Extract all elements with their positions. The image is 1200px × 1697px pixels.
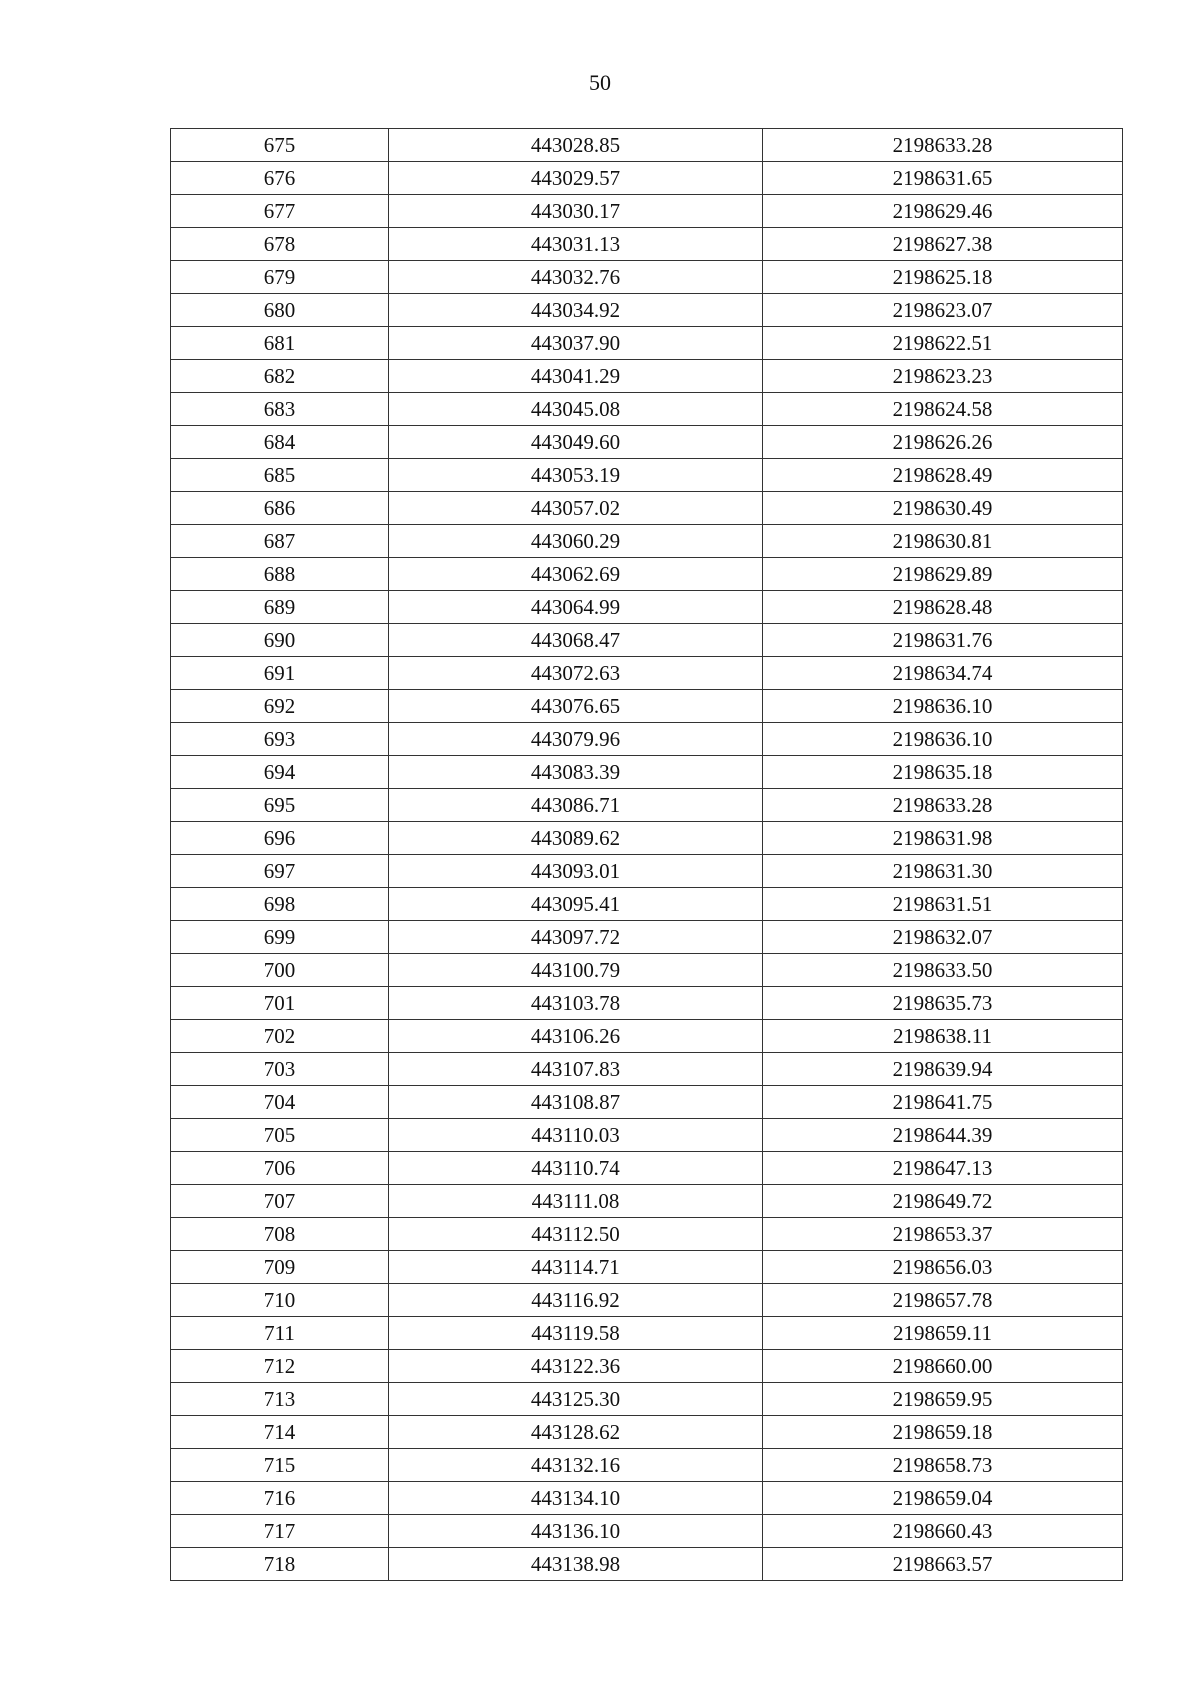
table-row — [171, 1416, 1123, 1449]
table-row — [171, 921, 1123, 954]
point-number-cell: 706 — [171, 1152, 389, 1185]
point-number-cell: 689 — [171, 591, 389, 624]
point-number-cell: 683 — [171, 393, 389, 426]
table-row — [171, 1086, 1123, 1119]
point-number-cell: 705 — [171, 1119, 389, 1152]
x-coordinate-cell: 443037.90 — [389, 327, 763, 360]
point-number-cell: 687 — [171, 525, 389, 558]
y-coordinate-cell: 2198631.98 — [763, 822, 1123, 855]
table-row — [171, 1152, 1123, 1185]
table-row — [171, 162, 1123, 195]
table-row — [171, 591, 1123, 624]
y-coordinate-cell: 2198631.76 — [763, 624, 1123, 657]
y-coordinate-cell: 2198659.04 — [763, 1482, 1123, 1515]
y-coordinate-cell: 2198644.39 — [763, 1119, 1123, 1152]
y-coordinate-cell: 2198622.51 — [763, 327, 1123, 360]
x-coordinate-cell: 443049.60 — [389, 426, 763, 459]
point-number-cell: 686 — [171, 492, 389, 525]
point-number-cell: 681 — [171, 327, 389, 360]
x-coordinate-cell: 443128.62 — [389, 1416, 763, 1449]
y-coordinate-cell: 2198636.10 — [763, 723, 1123, 756]
page-number: 50 — [589, 70, 611, 95]
point-number-cell: 707 — [171, 1185, 389, 1218]
y-coordinate-cell: 2198635.73 — [763, 987, 1123, 1020]
x-coordinate-cell: 443132.16 — [389, 1449, 763, 1482]
x-coordinate-cell: 443116.92 — [389, 1284, 763, 1317]
table-row — [171, 1449, 1123, 1482]
table-row — [171, 426, 1123, 459]
y-coordinate-cell: 2198635.18 — [763, 756, 1123, 789]
point-number-cell: 678 — [171, 228, 389, 261]
x-coordinate-cell: 443112.50 — [389, 1218, 763, 1251]
table-row — [171, 525, 1123, 558]
x-coordinate-cell: 443103.78 — [389, 987, 763, 1020]
x-coordinate-cell: 443093.01 — [389, 855, 763, 888]
x-coordinate-cell: 443062.69 — [389, 558, 763, 591]
y-coordinate-cell: 2198663.57 — [763, 1548, 1123, 1581]
point-number-cell: 675 — [171, 129, 389, 162]
x-coordinate-cell: 443111.08 — [389, 1185, 763, 1218]
x-coordinate-cell: 443030.17 — [389, 195, 763, 228]
table-row — [171, 657, 1123, 690]
x-coordinate-cell: 443068.47 — [389, 624, 763, 657]
y-coordinate-cell: 2198647.13 — [763, 1152, 1123, 1185]
point-number-cell: 701 — [171, 987, 389, 1020]
table-row — [171, 723, 1123, 756]
table-row — [171, 1251, 1123, 1284]
x-coordinate-cell: 443110.03 — [389, 1119, 763, 1152]
point-number-cell: 690 — [171, 624, 389, 657]
table-row — [171, 129, 1123, 162]
point-number-cell: 710 — [171, 1284, 389, 1317]
y-coordinate-cell: 2198634.74 — [763, 657, 1123, 690]
point-number-cell: 699 — [171, 921, 389, 954]
x-coordinate-cell: 443114.71 — [389, 1251, 763, 1284]
y-coordinate-cell: 2198628.49 — [763, 459, 1123, 492]
table-row — [171, 1119, 1123, 1152]
y-coordinate-cell: 2198627.38 — [763, 228, 1123, 261]
table-row — [171, 987, 1123, 1020]
point-number-cell: 714 — [171, 1416, 389, 1449]
x-coordinate-cell: 443045.08 — [389, 393, 763, 426]
y-coordinate-cell: 2198649.72 — [763, 1185, 1123, 1218]
x-coordinate-cell: 443136.10 — [389, 1515, 763, 1548]
point-number-cell: 688 — [171, 558, 389, 591]
point-number-cell: 685 — [171, 459, 389, 492]
x-coordinate-cell: 443122.36 — [389, 1350, 763, 1383]
y-coordinate-cell: 2198658.73 — [763, 1449, 1123, 1482]
table-row — [171, 756, 1123, 789]
x-coordinate-cell: 443138.98 — [389, 1548, 763, 1581]
y-coordinate-cell: 2198659.11 — [763, 1317, 1123, 1350]
table-row — [171, 1185, 1123, 1218]
table-row — [171, 1053, 1123, 1086]
table-row — [171, 261, 1123, 294]
table-row — [171, 789, 1123, 822]
point-number-cell: 718 — [171, 1548, 389, 1581]
point-number-cell: 717 — [171, 1515, 389, 1548]
y-coordinate-cell: 2198625.18 — [763, 261, 1123, 294]
x-coordinate-cell: 443110.74 — [389, 1152, 763, 1185]
table-row — [171, 459, 1123, 492]
point-number-cell: 682 — [171, 360, 389, 393]
y-coordinate-cell: 2198659.18 — [763, 1416, 1123, 1449]
coordinate-table-body — [171, 129, 1123, 1581]
table-row — [171, 492, 1123, 525]
point-number-cell: 713 — [171, 1383, 389, 1416]
x-coordinate-cell: 443089.62 — [389, 822, 763, 855]
x-coordinate-cell: 443083.39 — [389, 756, 763, 789]
x-coordinate-cell: 443060.29 — [389, 525, 763, 558]
point-number-cell: 698 — [171, 888, 389, 921]
table-row — [171, 855, 1123, 888]
y-coordinate-cell: 2198660.00 — [763, 1350, 1123, 1383]
x-coordinate-cell: 443057.02 — [389, 492, 763, 525]
y-coordinate-cell: 2198657.78 — [763, 1284, 1123, 1317]
table-row — [171, 888, 1123, 921]
point-number-cell: 712 — [171, 1350, 389, 1383]
y-coordinate-cell: 2198631.65 — [763, 162, 1123, 195]
x-coordinate-cell: 443064.99 — [389, 591, 763, 624]
y-coordinate-cell: 2198630.49 — [763, 492, 1123, 525]
y-coordinate-cell: 2198639.94 — [763, 1053, 1123, 1086]
y-coordinate-cell: 2198631.30 — [763, 855, 1123, 888]
y-coordinate-cell: 2198623.07 — [763, 294, 1123, 327]
x-coordinate-cell: 443095.41 — [389, 888, 763, 921]
point-number-cell: 694 — [171, 756, 389, 789]
point-number-cell: 695 — [171, 789, 389, 822]
point-number-cell: 703 — [171, 1053, 389, 1086]
point-number-cell: 696 — [171, 822, 389, 855]
point-number-cell: 692 — [171, 690, 389, 723]
point-number-cell: 708 — [171, 1218, 389, 1251]
y-coordinate-cell: 2198638.11 — [763, 1020, 1123, 1053]
point-number-cell: 715 — [171, 1449, 389, 1482]
x-coordinate-cell: 443097.72 — [389, 921, 763, 954]
x-coordinate-cell: 443108.87 — [389, 1086, 763, 1119]
y-coordinate-cell: 2198631.51 — [763, 888, 1123, 921]
table-row — [171, 1020, 1123, 1053]
x-coordinate-cell: 443053.19 — [389, 459, 763, 492]
x-coordinate-cell: 443134.10 — [389, 1482, 763, 1515]
coordinate-table — [170, 128, 1123, 1581]
x-coordinate-cell: 443072.63 — [389, 657, 763, 690]
table-row — [171, 1317, 1123, 1350]
table-row — [171, 822, 1123, 855]
x-coordinate-cell: 443125.30 — [389, 1383, 763, 1416]
table-row — [171, 360, 1123, 393]
point-number-cell: 704 — [171, 1086, 389, 1119]
y-coordinate-cell: 2198633.28 — [763, 129, 1123, 162]
table-row — [171, 624, 1123, 657]
x-coordinate-cell: 443041.29 — [389, 360, 763, 393]
x-coordinate-cell: 443032.76 — [389, 261, 763, 294]
table-row — [171, 393, 1123, 426]
x-coordinate-cell: 443031.13 — [389, 228, 763, 261]
x-coordinate-cell: 443100.79 — [389, 954, 763, 987]
y-coordinate-cell: 2198660.43 — [763, 1515, 1123, 1548]
table-row — [171, 1284, 1123, 1317]
point-number-cell: 700 — [171, 954, 389, 987]
point-number-cell: 676 — [171, 162, 389, 195]
y-coordinate-cell: 2198626.26 — [763, 426, 1123, 459]
y-coordinate-cell: 2198659.95 — [763, 1383, 1123, 1416]
x-coordinate-cell: 443119.58 — [389, 1317, 763, 1350]
table-row — [171, 1482, 1123, 1515]
y-coordinate-cell: 2198624.58 — [763, 393, 1123, 426]
table-row — [171, 954, 1123, 987]
x-coordinate-cell: 443086.71 — [389, 789, 763, 822]
y-coordinate-cell: 2198632.07 — [763, 921, 1123, 954]
point-number-cell: 702 — [171, 1020, 389, 1053]
y-coordinate-cell: 2198653.37 — [763, 1218, 1123, 1251]
x-coordinate-cell: 443034.92 — [389, 294, 763, 327]
point-number-cell: 697 — [171, 855, 389, 888]
x-coordinate-cell: 443029.57 — [389, 162, 763, 195]
point-number-cell: 693 — [171, 723, 389, 756]
y-coordinate-cell: 2198656.03 — [763, 1251, 1123, 1284]
table-row — [171, 228, 1123, 261]
x-coordinate-cell: 443107.83 — [389, 1053, 763, 1086]
table-row — [171, 294, 1123, 327]
y-coordinate-cell: 2198629.89 — [763, 558, 1123, 591]
table-row — [171, 558, 1123, 591]
y-coordinate-cell: 2198630.81 — [763, 525, 1123, 558]
y-coordinate-cell: 2198628.48 — [763, 591, 1123, 624]
table-row — [171, 195, 1123, 228]
point-number-cell: 711 — [171, 1317, 389, 1350]
y-coordinate-cell: 2198629.46 — [763, 195, 1123, 228]
y-coordinate-cell: 2198641.75 — [763, 1086, 1123, 1119]
y-coordinate-cell: 2198633.28 — [763, 789, 1123, 822]
table-row — [171, 1218, 1123, 1251]
x-coordinate-cell: 443106.26 — [389, 1020, 763, 1053]
x-coordinate-cell: 443028.85 — [389, 129, 763, 162]
y-coordinate-cell: 2198633.50 — [763, 954, 1123, 987]
table-row — [171, 1383, 1123, 1416]
table-row — [171, 1515, 1123, 1548]
y-coordinate-cell: 2198623.23 — [763, 360, 1123, 393]
point-number-cell: 716 — [171, 1482, 389, 1515]
x-coordinate-cell: 443079.96 — [389, 723, 763, 756]
point-number-cell: 677 — [171, 195, 389, 228]
point-number-cell: 709 — [171, 1251, 389, 1284]
table-row — [171, 1548, 1123, 1581]
point-number-cell: 679 — [171, 261, 389, 294]
table-row — [171, 1350, 1123, 1383]
y-coordinate-cell: 2198636.10 — [763, 690, 1123, 723]
x-coordinate-cell: 443076.65 — [389, 690, 763, 723]
point-number-cell: 684 — [171, 426, 389, 459]
table-row — [171, 327, 1123, 360]
point-number-cell: 680 — [171, 294, 389, 327]
point-number-cell: 691 — [171, 657, 389, 690]
table-row — [171, 690, 1123, 723]
